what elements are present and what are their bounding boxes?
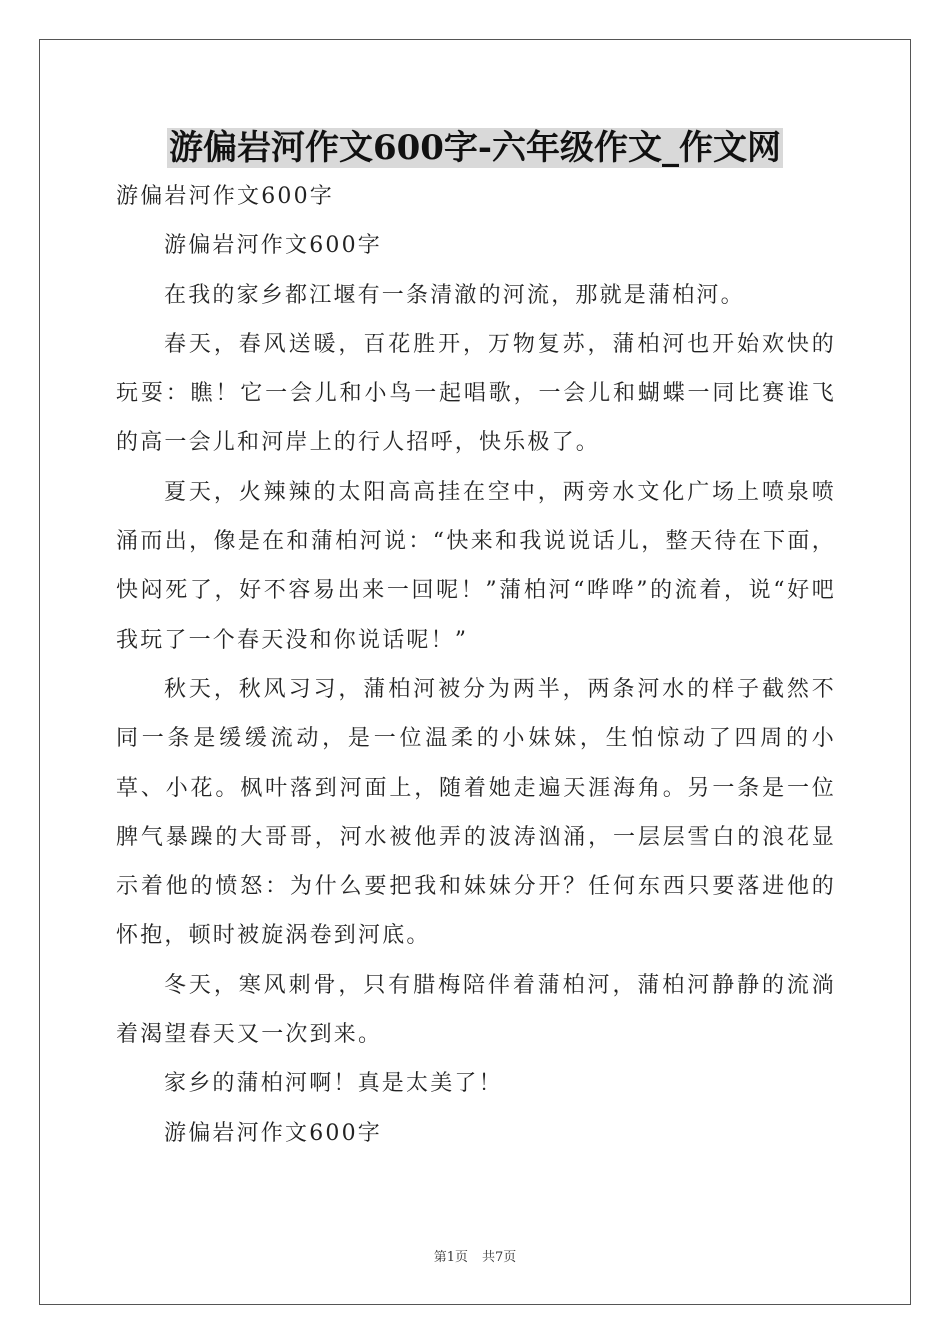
paragraph: 在我的家乡都江堰有一条清澈的河流，那就是蒲柏河。 — [164, 282, 745, 308]
document-title-text: 游偏岩河作文600字-六年级作文_作文网 — [168, 128, 782, 168]
page-number: 第1页 — [433, 1250, 468, 1265]
paragraph: 秋天，秋风习习，蒲柏河被分为两半，两条河水的样子截然不同一条是缓缓流动，是一位温柔的小妹妹，生怕惊动了四周的小草、小花。枫叶落到河面上，随着她走遍天涯海角。另一条是一位脾气暴躁的大哥哥，河水被他弄的波涛汹涌，一层层雪白的浪花显示着他的愤怒：为什么要把我和妹妹分开？任何东西只要落进他的怀抱，顿时被旋涡卷到河底。 — [116, 676, 836, 949]
page-footer — [0, 1246, 950, 1265]
paragraph: 夏天，火辣辣的太阳高高挂在空中，两旁水文化广场上喷泉喷涌而出，像是在和蒲柏河说：“快来和我说说话儿，整天待在下面，快闷死了，好不容易出来一回呢！”蒲柏河“哗哗”的流着，说“好吧我玩了一个春天没和你说话呢！” — [116, 479, 836, 653]
paragraph-subtitle: 游偏岩河作文600字 — [116, 184, 334, 209]
page-total: 共7页 — [482, 1250, 517, 1265]
paragraph: 游偏岩河作文600字 — [164, 233, 382, 259]
paragraph: 春天，春风送暖，百花胜开，万物复苏，蒲柏河也开始欢快的玩耍：瞧！它一会儿和小鸟一起唱歌，一会儿和蝴蝶一同比赛谁飞的高一会儿和河岸上的行人招呼，快乐极了。 — [116, 331, 836, 456]
document-body — [116, 172, 836, 1158]
paragraph: 游偏岩河作文600字 — [164, 1120, 382, 1146]
paragraph: 冬天，寒风刺骨，只有腊梅陪伴着蒲柏河，蒲柏河静静的流淌着渴望春天又一次到来。 — [116, 972, 836, 1048]
document-title — [0, 124, 950, 172]
paragraph: 家乡的蒲柏河啊！真是太美了！ — [164, 1071, 503, 1097]
